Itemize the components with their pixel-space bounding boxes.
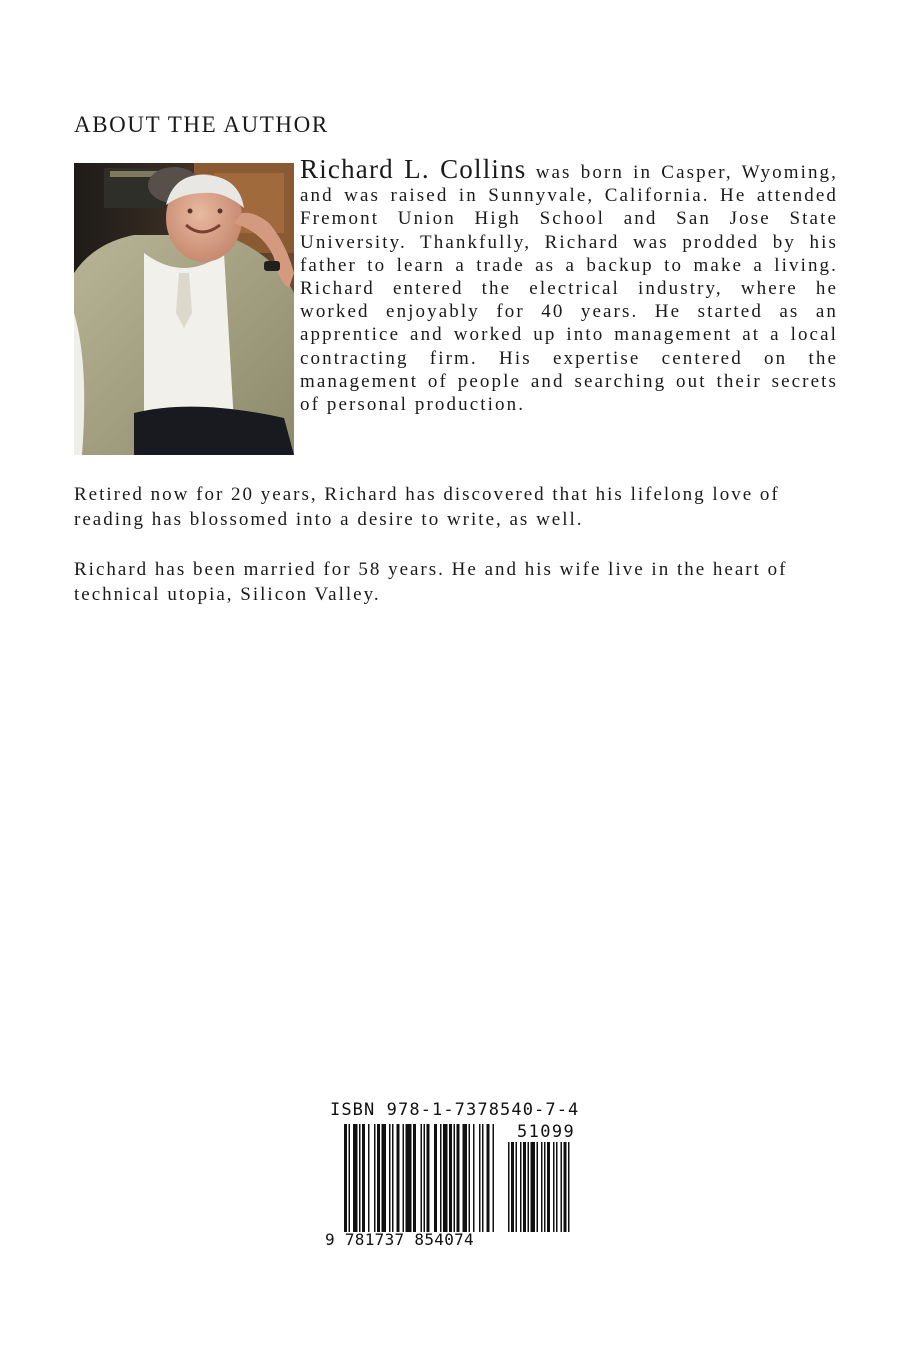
price-code: 51099 [517,1122,576,1142]
ean-digits: 9 781737 854074 [325,1230,474,1249]
section-heading: ABOUT THE AUTHOR [74,112,329,137]
barcode-icon [322,1124,592,1236]
author-bio [300,154,838,416]
author-name: Richard L. Collins [300,154,527,184]
author-photo [74,163,294,455]
isbn-barcode [322,1100,592,1260]
isbn-label: ISBN 978-1-7378540-7-4 [330,1100,580,1120]
bio-paragraph-retirement: Retired now for 20 years, Richard has discovered that his lifelong love of reading has blossomed into a desire to write, as well. [74,484,780,530]
author-portrait-icon [74,163,294,455]
author-bio-text: was born in Casper, Wyoming, and was raised in Sunnyvale, California. He attended Fremont Union High School and San Jose State University. Thankfully, Richard was prodded by his father to learn a trade as a backup to make a living. Richard entered the electrical industry, where he worked enjoyably for 40 years. He started as an apprentice and worked up into management at a local contracting firm. His expertise centered on the management of people and searching out their secrets of personal production. [300,162,838,416]
bio-paragraph-family: Richard has been married for 58 years. He and his wife live in the heart of technical utopia, Silicon Valley. [74,559,788,605]
